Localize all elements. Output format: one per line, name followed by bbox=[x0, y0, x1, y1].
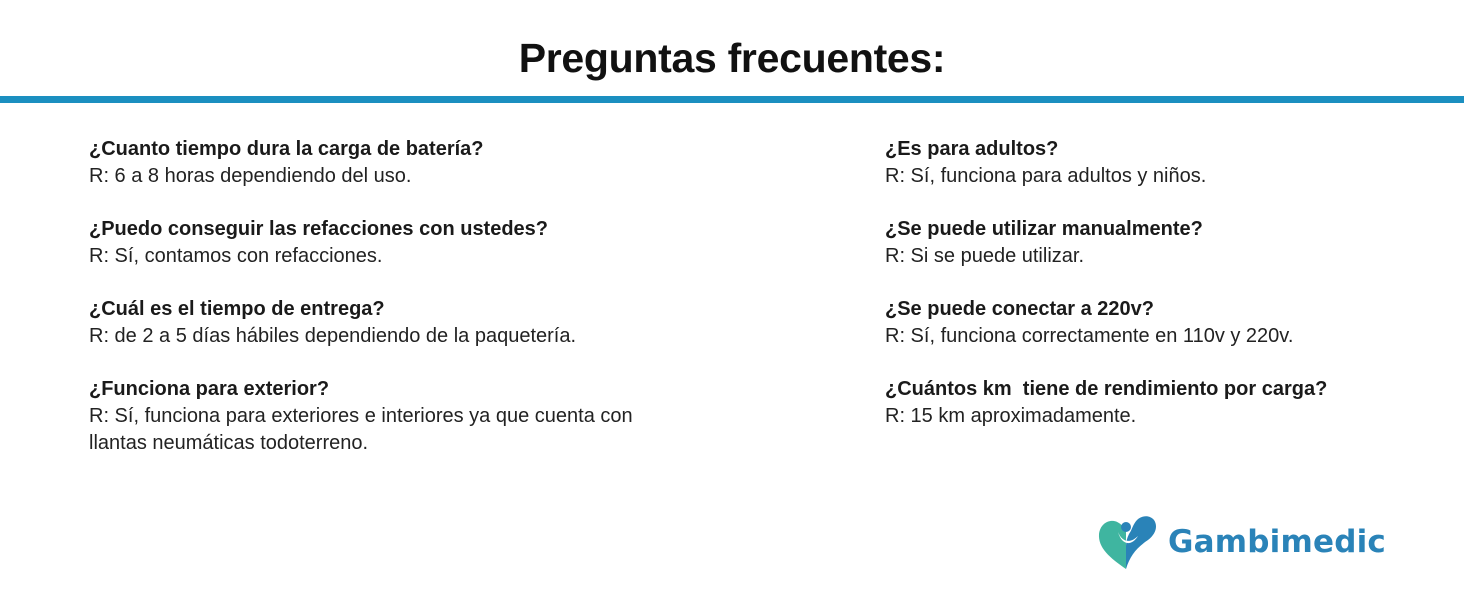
faq-answer: R: Si se puede utilizar. bbox=[885, 245, 1084, 267]
faq-item bbox=[885, 216, 1445, 270]
faq-question: ¿Funciona para exterior? bbox=[89, 378, 330, 400]
faq-answer: R: Sí, funciona correctamente en 110v y 220v. bbox=[885, 325, 1294, 347]
header-divider bbox=[0, 96, 1464, 103]
page-title: Preguntas frecuentes: bbox=[518, 35, 946, 81]
faq-item bbox=[885, 296, 1445, 350]
heart-person-icon bbox=[1096, 512, 1160, 572]
faq-item bbox=[89, 216, 729, 270]
faq-question: ¿Cuál es el tiempo de entrega? bbox=[89, 298, 385, 320]
brand-logo bbox=[1096, 512, 1386, 572]
faq-answer: R: Sí, contamos con refacciones. bbox=[89, 245, 383, 267]
faq-answer: R: 15 km aproximadamente. bbox=[885, 405, 1137, 427]
faq-item bbox=[89, 296, 729, 350]
faq-answer: R: de 2 a 5 días hábiles dependiendo de la paquetería. bbox=[89, 325, 577, 347]
faq-column-left bbox=[89, 136, 729, 483]
faq-item bbox=[89, 376, 729, 457]
faq-question: ¿Cuántos km tiene de rendimiento por carga? bbox=[885, 378, 1328, 400]
faq-item bbox=[885, 136, 1445, 190]
faq-answer: R: Sí, funciona para exteriores e interiores ya que cuenta con llantas neumáticas todoterreno. bbox=[89, 405, 633, 454]
faq-answer: R: 6 a 8 horas dependiendo del uso. bbox=[89, 165, 412, 187]
faq-answer: R: Sí, funciona para adultos y niños. bbox=[885, 165, 1207, 187]
faq-question: ¿Cuanto tiempo dura la carga de batería? bbox=[89, 138, 484, 160]
faq-item bbox=[885, 376, 1445, 430]
faq-question: ¿Puedo conseguir las refacciones con ustedes? bbox=[89, 218, 549, 240]
faq-question: ¿Se puede conectar a 220v? bbox=[885, 298, 1155, 320]
faq-question: ¿Es para adultos? bbox=[885, 138, 1059, 160]
faq-question: ¿Se puede utilizar manualmente? bbox=[885, 218, 1203, 240]
faq-item bbox=[89, 136, 729, 190]
brand-name: Gambimedic bbox=[1168, 524, 1387, 560]
faq-column-right bbox=[885, 136, 1445, 456]
